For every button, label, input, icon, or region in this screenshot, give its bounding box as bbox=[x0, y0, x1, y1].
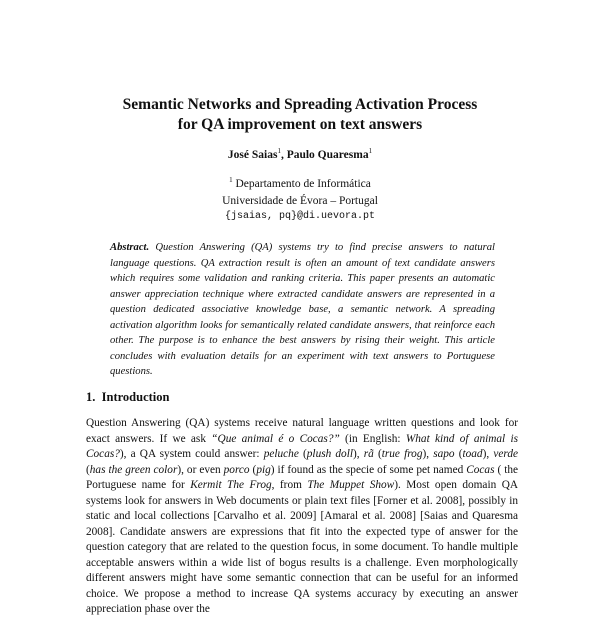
example-question-en: What kind of animal is Cocas? bbox=[86, 432, 519, 460]
author-name: Paulo Quaresma bbox=[286, 148, 369, 161]
author-list bbox=[60, 147, 540, 161]
intro-paragraph bbox=[86, 416, 518, 618]
section-heading bbox=[86, 390, 169, 405]
title-line-2: for QA improvement on text answers bbox=[177, 116, 423, 133]
answer-translation: pig bbox=[256, 463, 271, 476]
author-affil-marker: 1 bbox=[368, 147, 373, 155]
answer-term: verde bbox=[493, 448, 519, 460]
affiliation-department: Departamento de Informática bbox=[235, 177, 371, 190]
show-name: The Muppet Show bbox=[307, 479, 395, 491]
intro-text: ), a QA system could answer: bbox=[119, 448, 264, 460]
intro-text: (in English: bbox=[339, 432, 406, 445]
affiliation-university: Universidade de Évora – Portugal bbox=[222, 194, 378, 207]
abstract-label: Abstract. bbox=[110, 242, 150, 253]
answer-translation: plush doll bbox=[306, 448, 353, 460]
author-email: {jsaias, pq}@di.uevora.pt bbox=[224, 211, 376, 222]
character-name: Kermit The Frog bbox=[190, 479, 272, 491]
intro-text: ( bbox=[298, 448, 307, 460]
intro-text: ), bbox=[422, 448, 434, 460]
intro-text: ( bbox=[86, 463, 90, 476]
paper-title bbox=[60, 95, 540, 135]
answer-term: porco bbox=[223, 463, 250, 476]
intro-text: ( bbox=[373, 448, 382, 460]
answer-term: rã bbox=[363, 448, 374, 460]
pet-name: Cocas bbox=[466, 463, 495, 476]
intro-text: ( bbox=[249, 463, 257, 476]
author-separator: , bbox=[280, 148, 287, 161]
intro-text: Question Answering (QA) systems receive natural language written questions and look for exact answers. If we ask bbox=[86, 417, 518, 445]
example-question-pt: “Que animal é o Cocas?” bbox=[211, 432, 340, 445]
intro-text: , from bbox=[271, 479, 308, 491]
intro-text: ), bbox=[482, 448, 494, 460]
answer-translation: toad bbox=[462, 448, 483, 460]
section-title: Introduction bbox=[101, 390, 170, 404]
affiliation-marker: 1 bbox=[229, 176, 233, 184]
answer-term: sapo bbox=[433, 448, 455, 460]
author-affil-marker: 1 bbox=[277, 147, 281, 155]
answer-term: peluche bbox=[263, 448, 299, 460]
title-line-1: Semantic Networks and Spreading Activation Process bbox=[122, 96, 478, 113]
abstract bbox=[110, 240, 495, 380]
intro-text: ) if found as the specie of some pet named bbox=[270, 463, 467, 476]
answer-translation: true frog bbox=[381, 448, 423, 460]
intro-text: ), bbox=[353, 448, 364, 460]
intro-text: ). Most open domain QA systems look for answers in Web documents or plain text files [Forner et al. 2008], possibly in static and local collections [Carvalho et al. 2009] [Amaral et al. 2008] [Saias and Quaresma 2008]. Candidate answers are expressions that fit into the expected type of answer for the question category that are related to the question focus, in some document. To handle multiple acceptable answers within a wide list of bogus results is a challenge. Even morphologically different answers might have some semantic connection that can be useful for an informed choice. We propose a method to increase QA systems accuracy by executing an answer appreciation phase over the bbox=[86, 479, 519, 615]
intro-text: ( the Portuguese name for bbox=[86, 463, 518, 491]
section-number: 1. bbox=[86, 390, 96, 404]
affiliation bbox=[60, 172, 540, 210]
intro-text: ), or even bbox=[177, 463, 224, 476]
answer-translation: has the green color bbox=[89, 463, 178, 476]
author-name: José Saias bbox=[227, 148, 278, 161]
abstract-text: Question Answering (QA) systems try to find precise answers to natural language questions. QA extraction result is often an amount of text candidate answers which requires some validation and ranking criteria. This paper presents an automatic answer appreciation technique where extracted candidate answers are represented in a question dedicated associative knowledge base, a semantic network. A spreading activation algorithm looks for semantically related candidate answers, that reinforce each other. The purpose is to enhance the best answers by rising their weight. This article concludes with evaluation details for an experiment with text answers to Portuguese questions. bbox=[110, 242, 495, 377]
intro-text: ( bbox=[454, 448, 463, 460]
